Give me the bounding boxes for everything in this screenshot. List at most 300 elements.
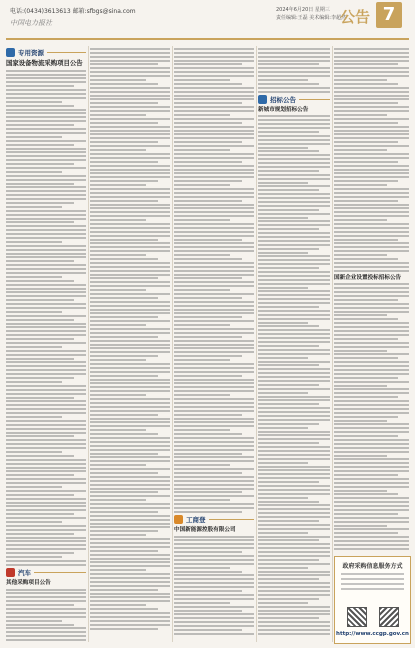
text-line — [90, 122, 158, 124]
text-line — [258, 438, 330, 440]
text-line — [334, 474, 398, 476]
text-line — [6, 288, 86, 290]
text-line — [6, 323, 86, 325]
text-line — [334, 91, 409, 93]
text-line — [258, 582, 330, 584]
text-line — [334, 528, 409, 530]
text-line — [258, 629, 330, 631]
text-line — [90, 137, 170, 139]
section-header — [6, 568, 86, 577]
text-line — [334, 431, 409, 433]
text-line — [334, 239, 398, 241]
text-line — [6, 494, 74, 496]
text-line — [90, 628, 158, 630]
text-line — [258, 127, 330, 129]
text-line — [6, 635, 86, 637]
text-line — [174, 215, 254, 217]
text-line — [258, 403, 319, 405]
text-line — [174, 429, 230, 431]
text-line — [334, 322, 409, 324]
text-line — [174, 539, 254, 541]
text-line — [6, 474, 74, 476]
text-line — [334, 242, 409, 244]
text-line — [258, 189, 319, 191]
text-line — [6, 369, 86, 371]
text-line — [334, 52, 409, 54]
text-line — [174, 382, 254, 384]
text-line — [334, 207, 409, 209]
text-line — [258, 131, 319, 133]
text-line — [174, 266, 254, 268]
qr-code-icon — [347, 607, 367, 627]
text-line — [174, 324, 230, 326]
text-line — [6, 420, 86, 422]
editor-line: 责任编辑:王磊 美术编辑:李超然 — [276, 15, 346, 21]
text-line — [90, 114, 146, 116]
text-line — [90, 301, 170, 303]
section-header — [6, 48, 86, 57]
text-line — [90, 102, 158, 104]
text-line — [90, 130, 170, 132]
text-line — [174, 536, 254, 538]
text-line — [334, 106, 409, 108]
text-line — [258, 524, 330, 526]
text-line — [6, 631, 86, 633]
text-line — [6, 589, 86, 591]
text-line — [90, 204, 170, 206]
text-line — [6, 556, 62, 558]
text-line — [6, 517, 86, 519]
text-line — [174, 79, 230, 81]
text-line — [334, 314, 387, 316]
text-line — [174, 586, 254, 588]
service-url[interactable]: http://www.ccgp.gov.cn — [336, 631, 409, 637]
text-line — [334, 346, 409, 348]
column-divider — [88, 46, 89, 642]
text-line — [334, 501, 409, 503]
section-rule — [299, 99, 330, 100]
text-line — [258, 83, 319, 85]
text-line — [90, 52, 170, 54]
text-line — [174, 110, 254, 112]
column-1 — [6, 46, 86, 642]
text-line — [334, 95, 409, 97]
text-line — [174, 414, 242, 416]
text-line — [334, 231, 409, 233]
text-line — [258, 325, 319, 327]
text-line — [258, 123, 330, 125]
text-line — [174, 204, 254, 206]
text-line — [90, 453, 158, 455]
text-line — [90, 145, 170, 147]
text-line — [174, 87, 254, 89]
text-line — [90, 445, 170, 447]
text-line — [90, 83, 158, 85]
text-line — [258, 294, 330, 296]
text-line — [174, 137, 254, 139]
text-line — [90, 246, 170, 248]
text-line — [174, 449, 254, 451]
text-line — [6, 299, 74, 301]
text-line — [6, 124, 74, 126]
text-line — [90, 297, 158, 299]
text-line — [334, 204, 409, 206]
text-line — [174, 172, 254, 174]
text-line — [174, 598, 254, 600]
text-line — [90, 441, 170, 443]
text-line — [334, 462, 409, 464]
notice-title: 国新企业设置投标招标公告 — [334, 274, 402, 281]
text-line — [334, 48, 409, 50]
text-line — [174, 425, 254, 427]
text-line — [90, 363, 170, 365]
text-line — [90, 133, 170, 135]
text-line — [90, 169, 170, 171]
text-line — [90, 75, 170, 77]
text-line — [174, 165, 254, 167]
text-line — [174, 301, 254, 303]
text-line — [258, 217, 308, 219]
text-line — [334, 540, 409, 542]
text-line — [6, 424, 86, 426]
text-line — [6, 179, 86, 181]
text-line — [258, 427, 308, 429]
text-line — [334, 478, 409, 480]
text-line — [174, 571, 242, 573]
text-line — [258, 497, 308, 499]
text-line — [6, 478, 86, 480]
text-line — [174, 48, 254, 50]
text-line — [258, 67, 330, 69]
text-line — [174, 464, 230, 466]
text-line — [334, 114, 387, 116]
text-line — [90, 172, 170, 174]
text-line — [90, 379, 170, 381]
text-line — [90, 98, 170, 100]
text-line — [258, 267, 319, 269]
text-line — [174, 379, 254, 381]
text-line — [6, 544, 86, 546]
text-line — [334, 157, 409, 159]
text-line — [6, 505, 86, 507]
text-line — [6, 315, 86, 317]
page-header — [0, 0, 415, 42]
text-line — [334, 443, 409, 445]
text-line — [6, 241, 62, 243]
text-line — [258, 232, 330, 234]
text-line — [334, 532, 398, 534]
text-line — [334, 350, 387, 352]
text-line — [334, 513, 398, 515]
text-line — [90, 277, 158, 279]
text-line — [6, 540, 86, 542]
text-line — [90, 499, 146, 501]
text-line — [6, 303, 86, 305]
text-line — [258, 143, 330, 145]
text-line — [6, 198, 86, 200]
text-line — [258, 469, 330, 471]
section-icon — [6, 48, 15, 57]
text-line — [334, 525, 387, 527]
text-line — [6, 385, 86, 387]
text-line — [6, 358, 74, 360]
text-line — [258, 477, 330, 479]
text-line — [174, 223, 254, 225]
text-line — [6, 373, 86, 375]
text-line — [6, 218, 86, 220]
text-line — [258, 536, 330, 538]
text-line — [6, 159, 86, 161]
text-line — [334, 133, 409, 135]
text-line — [334, 87, 409, 89]
text-line — [258, 162, 330, 164]
text-line — [258, 63, 319, 65]
text-line — [6, 221, 74, 223]
text-line — [6, 486, 62, 488]
text-line — [258, 555, 330, 557]
text-line — [258, 263, 330, 265]
text-line — [174, 118, 254, 120]
text-line — [90, 554, 170, 556]
text-line — [90, 456, 170, 458]
text-line — [90, 596, 170, 598]
text-line — [90, 305, 170, 307]
text-line — [174, 231, 254, 233]
text-line — [174, 594, 254, 596]
text-line — [174, 468, 254, 470]
text-line — [334, 470, 409, 472]
text-line — [258, 255, 330, 257]
text-line — [6, 498, 86, 500]
text-line — [90, 153, 170, 155]
text-line — [334, 75, 409, 77]
text-line — [334, 169, 409, 171]
section-icon — [6, 568, 15, 577]
text-line — [174, 207, 254, 209]
text-line — [258, 60, 330, 62]
text-line — [174, 211, 254, 213]
text-line — [174, 309, 254, 311]
text-line — [334, 102, 398, 104]
text-line — [6, 612, 86, 614]
text-line — [174, 262, 254, 264]
text-line — [258, 532, 308, 534]
text-line — [90, 180, 158, 182]
text-line — [90, 126, 170, 128]
column-2 — [90, 46, 170, 642]
column-5 — [334, 46, 409, 550]
text-line — [334, 318, 398, 320]
text-line — [6, 74, 86, 76]
text-line — [258, 407, 330, 409]
text-line — [90, 289, 146, 291]
text-line — [90, 281, 170, 283]
text-line — [334, 137, 409, 139]
text-line — [6, 548, 86, 550]
text-line — [258, 594, 330, 596]
text-line — [6, 463, 86, 465]
text-line — [258, 547, 330, 549]
text-line — [334, 451, 409, 453]
text-line — [6, 377, 74, 379]
text-line — [174, 617, 254, 619]
text-line — [174, 613, 254, 615]
text-line — [174, 235, 254, 237]
text-line — [334, 184, 387, 186]
text-line — [90, 200, 158, 202]
notice-title: 其他采购项目公告 — [6, 579, 51, 586]
text-line — [174, 445, 254, 447]
text-line — [6, 604, 74, 606]
text-line — [6, 592, 86, 594]
text-line — [258, 617, 319, 619]
text-line — [6, 128, 86, 130]
text-line — [334, 126, 409, 128]
text-line — [174, 567, 230, 569]
text-line — [334, 219, 387, 221]
text-line — [258, 185, 330, 187]
text-line — [6, 502, 86, 504]
text-line — [6, 85, 74, 87]
issue-date: 2024年6月20日 星期三 — [276, 7, 330, 13]
text-line — [90, 530, 158, 532]
text-line — [258, 228, 319, 230]
text-line — [6, 627, 86, 629]
text-line — [174, 610, 242, 612]
text-line — [90, 324, 146, 326]
text-line — [258, 244, 330, 246]
text-line — [258, 322, 308, 324]
text-line — [258, 473, 330, 475]
text-line — [90, 600, 170, 602]
text-line — [258, 271, 330, 273]
text-line — [334, 165, 409, 167]
text-line — [258, 388, 330, 390]
text-line — [6, 397, 74, 399]
text-line — [6, 467, 86, 469]
text-line — [334, 385, 387, 387]
text-line — [90, 464, 146, 466]
text-line — [174, 480, 254, 482]
text-line — [174, 453, 242, 455]
text-line — [258, 135, 330, 137]
text-line — [6, 432, 86, 434]
text-line — [174, 56, 254, 58]
text-line — [334, 287, 409, 289]
text-line — [258, 442, 319, 444]
text-line — [90, 429, 146, 431]
text-line — [174, 60, 254, 62]
text-line — [6, 233, 86, 235]
text-line — [258, 357, 308, 359]
text-line — [6, 616, 86, 618]
text-line — [258, 119, 330, 121]
text-line — [334, 486, 409, 488]
text-line — [90, 382, 170, 384]
text-line — [258, 528, 330, 530]
text-line — [258, 606, 330, 608]
text-line — [174, 418, 254, 420]
text-line — [90, 355, 158, 357]
text-line — [6, 284, 86, 286]
text-line — [258, 571, 330, 573]
text-line — [334, 258, 398, 260]
text-line — [90, 460, 170, 462]
text-line — [6, 404, 86, 406]
text-line — [258, 337, 330, 339]
text-line — [90, 336, 158, 338]
text-line — [334, 361, 409, 363]
text-line — [334, 299, 398, 301]
text-line — [174, 149, 230, 151]
text-line — [90, 63, 158, 65]
text-line — [174, 246, 254, 248]
text-line — [174, 219, 230, 221]
text-line — [258, 79, 308, 81]
text-line — [6, 253, 86, 255]
text-line — [6, 412, 86, 414]
text-line — [6, 330, 86, 332]
text-line — [6, 455, 74, 457]
text-line — [258, 75, 330, 77]
text-line — [258, 56, 330, 58]
text-line — [334, 330, 409, 332]
text-line — [334, 412, 409, 414]
text-line — [90, 581, 170, 583]
text-line — [258, 415, 330, 417]
text-line — [174, 472, 242, 474]
text-line — [258, 434, 330, 436]
text-line — [6, 443, 86, 445]
text-line — [258, 563, 330, 565]
text-line — [90, 558, 170, 560]
text-line — [90, 624, 170, 626]
text-line — [174, 145, 254, 147]
text-line — [258, 450, 330, 452]
text-line — [6, 167, 86, 169]
text-line — [6, 365, 86, 367]
text-line — [174, 192, 254, 194]
text-line — [174, 398, 254, 400]
text-line — [174, 161, 242, 163]
text-line — [90, 242, 170, 244]
text-line — [6, 334, 86, 336]
text-line — [174, 242, 254, 244]
text-line — [258, 364, 319, 366]
text-line — [258, 602, 308, 604]
text-line — [90, 367, 170, 369]
text-line — [334, 98, 409, 100]
text-line — [174, 363, 254, 365]
text-line — [174, 320, 254, 322]
text-line — [334, 342, 409, 344]
text-line — [6, 447, 86, 449]
header-rule — [6, 38, 409, 40]
text-line — [90, 184, 146, 186]
text-line — [6, 116, 86, 118]
text-line — [90, 542, 170, 544]
text-line — [258, 559, 319, 561]
text-line — [6, 354, 86, 356]
text-line — [258, 236, 330, 238]
text-line — [258, 48, 330, 50]
text-line — [90, 550, 158, 552]
text-line — [258, 380, 330, 382]
text-line — [90, 573, 170, 575]
text-line — [174, 141, 242, 143]
text-line — [174, 250, 254, 252]
text-line — [334, 291, 409, 293]
